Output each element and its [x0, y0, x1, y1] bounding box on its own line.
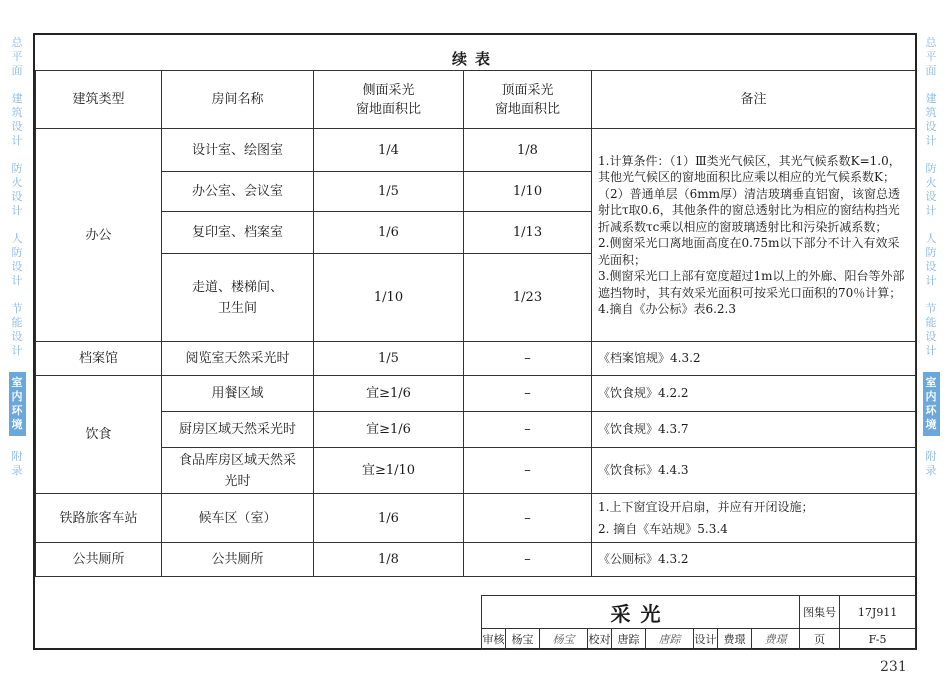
side-ratio-cell: 1/4 — [314, 129, 464, 172]
note-cell: 《饮食标》4.4.3 — [592, 448, 916, 494]
side-ratio-cell: 1/6 — [314, 494, 464, 543]
daylighting-table — [35, 70, 916, 577]
top-ratio-cell: – — [464, 543, 592, 577]
nav-char: 面 — [11, 64, 23, 77]
nav-char: 平 — [925, 50, 937, 63]
review-label: 审核 — [482, 629, 506, 650]
top-ratio-cell: – — [464, 494, 592, 543]
check-label: 校对 — [588, 629, 612, 650]
note-cell: 《档案馆规》4.3.2 — [592, 342, 916, 376]
type-cell: 档案馆 — [36, 342, 162, 376]
note-cell: 《饮食规》4.2.2 — [592, 376, 916, 412]
nav-char: 总 — [925, 36, 937, 49]
top-ratio-cell: – — [464, 448, 592, 494]
nav-char: 平 — [11, 50, 23, 63]
note-cell: 《饮食规》4.3.7 — [592, 412, 916, 448]
checker-name: 唐踪 — [612, 629, 646, 650]
table-row — [36, 376, 916, 412]
side-ratio-cell: 1/10 — [314, 254, 464, 342]
top-ratio-cell: – — [464, 342, 592, 376]
table-row — [36, 129, 916, 172]
left-nav-section[interactable] — [12, 36, 23, 78]
nav-char: 设 — [11, 190, 23, 203]
office-type-cell: 办公 — [36, 129, 162, 342]
nav-char: 设 — [11, 260, 23, 273]
nav-char: 附 — [11, 450, 23, 463]
header-building-type: 建筑类型 — [36, 71, 162, 129]
left-nav-section[interactable] — [12, 92, 23, 148]
nav-char: 面 — [925, 64, 937, 77]
room-cell: 公共厕所 — [162, 543, 314, 577]
nav-char: 防 — [11, 162, 23, 175]
reviewer-name: 杨宝 — [506, 629, 540, 650]
nav-char: 建 — [11, 92, 23, 105]
title-block — [481, 595, 916, 650]
top-ratio-cell: – — [464, 412, 592, 448]
top-ratio-cell: – — [464, 376, 592, 412]
nav-char: 节 — [11, 302, 23, 315]
nav-char: 建 — [925, 92, 937, 105]
left-side-nav — [6, 36, 28, 492]
left-nav-section[interactable] — [12, 302, 23, 358]
nav-char: 内 — [11, 390, 23, 403]
side-ratio-cell: 1/6 — [314, 212, 464, 254]
nav-char: 计 — [11, 344, 23, 357]
note-item: 2.侧窗采光口离地面高度在0.75m以下部分不计入有效采光面积； — [598, 236, 900, 267]
page-label: 页 — [800, 629, 840, 650]
nav-char: 室 — [925, 376, 937, 389]
reviewer-signature: 杨宝 — [540, 629, 588, 650]
type-cell: 铁路旅客车站 — [36, 494, 162, 543]
nav-char: 能 — [925, 316, 937, 329]
room-cell: 厨房区域天然采光时 — [162, 412, 314, 448]
note-item: 2. 摘自《车站规》5.3.4 — [598, 522, 728, 536]
nav-char: 能 — [11, 316, 23, 329]
side-ratio-cell: 宜≥1/6 — [314, 376, 464, 412]
nav-char: 火 — [11, 176, 23, 189]
table-header-row — [36, 71, 916, 129]
nav-char: 境 — [11, 418, 23, 431]
room-cell: 阅览室天然采光时 — [162, 342, 314, 376]
nav-char: 计 — [11, 274, 23, 287]
nav-char: 防 — [925, 162, 937, 175]
room-cell: 候车区（室） — [162, 494, 314, 543]
nav-char: 设 — [925, 120, 937, 133]
header-room-name: 房间名称 — [162, 71, 314, 129]
room-cell: 走道、楼梯间、 卫生间 — [162, 254, 314, 342]
nav-char: 防 — [11, 246, 23, 259]
header-side-lighting: 侧面采光 窗地面积比 — [314, 71, 464, 129]
table-row — [36, 543, 916, 577]
side-ratio-cell: 1/8 — [314, 543, 464, 577]
nav-char: 设 — [11, 330, 23, 343]
side-ratio-cell: 宜≥1/10 — [314, 448, 464, 494]
table-row — [36, 448, 916, 494]
right-nav-section[interactable] — [926, 232, 937, 288]
note-item: 1.计算条件：（1）Ⅲ类光气候区，其光气候系数K=1.0，其他光气候区的窗地面积比应乘以相应的光气候系数K；（2）普通单层（6mm厚）清洁玻璃垂直铝窗，该窗总透射比τ取0.6，其他条件的窗总透射比为相应的窗结构挡光折减系数τc乘以相应的窗玻璃透射比和污染折减系数； — [598, 153, 901, 234]
nav-char: 人 — [925, 232, 937, 245]
left-nav-section[interactable] — [12, 162, 23, 218]
header-notes: 备注 — [592, 71, 916, 129]
top-ratio-cell: 1/8 — [464, 129, 592, 172]
note-item: 4.摘自《办公标》表6.2.3 — [598, 302, 736, 316]
left-nav-section[interactable] — [9, 372, 26, 436]
nav-char: 设 — [11, 120, 23, 133]
table-row — [36, 412, 916, 448]
nav-char: 筑 — [11, 106, 23, 119]
side-ratio-cell: 宜≥1/6 — [314, 412, 464, 448]
nav-char: 计 — [11, 204, 23, 217]
left-nav-section[interactable] — [12, 450, 23, 478]
nav-char: 计 — [11, 134, 23, 147]
right-nav-section[interactable] — [926, 450, 937, 478]
side-ratio-cell: 1/5 — [314, 342, 464, 376]
checker-signature: 唐踪 — [646, 629, 694, 650]
drawing-title: 采光 — [482, 596, 800, 629]
design-label: 设计 — [694, 629, 718, 650]
nav-char: 设 — [925, 260, 937, 273]
atlas-no-label: 图集号 — [800, 596, 840, 629]
nav-char: 境 — [925, 418, 937, 431]
note-cell — [592, 494, 916, 543]
top-ratio-cell: 1/13 — [464, 212, 592, 254]
right-nav-section[interactable] — [926, 162, 937, 218]
nav-char: 设 — [925, 330, 937, 343]
nav-char: 计 — [925, 204, 937, 217]
right-nav-section[interactable] — [926, 302, 937, 358]
nav-char: 室 — [11, 376, 23, 389]
nav-char: 筑 — [925, 106, 937, 119]
table-title: 续表 — [451, 50, 498, 68]
nav-char: 计 — [925, 344, 937, 357]
designer-signature: 费璟 — [752, 629, 800, 650]
nav-char: 人 — [11, 232, 23, 245]
right-nav-section[interactable] — [923, 372, 940, 436]
right-side-nav — [920, 36, 942, 492]
side-ratio-cell: 1/5 — [314, 172, 464, 212]
note-cell: 《公厕标》4.3.2 — [592, 543, 916, 577]
nav-char: 设 — [925, 190, 937, 203]
top-ratio-cell: 1/23 — [464, 254, 592, 342]
nav-char: 附 — [925, 450, 937, 463]
nav-char: 内 — [925, 390, 937, 403]
note-item: 3.侧窗采光口上部有宽度超过1m以上的外廊、阳台等外部遮挡物时，其有效采光面积可按采光口面积的70％计算； — [598, 269, 905, 300]
nav-char: 总 — [11, 36, 23, 49]
type-cell: 公共厕所 — [36, 543, 162, 577]
top-ratio-cell: 1/10 — [464, 172, 592, 212]
page-code: F-5 — [840, 629, 916, 650]
left-nav-section[interactable] — [12, 232, 23, 288]
designer-name: 费璟 — [718, 629, 752, 650]
nav-char: 防 — [925, 246, 937, 259]
dining-type-cell: 饮食 — [36, 376, 162, 494]
atlas-no: 17J911 — [840, 596, 916, 629]
nav-char: 录 — [925, 464, 937, 477]
nav-char: 环 — [925, 404, 937, 417]
room-cell: 复印室、档案室 — [162, 212, 314, 254]
page-number: 231 — [880, 659, 907, 675]
note-item: 1.上下窗宜设开启扇，并应有开闭设施； — [598, 500, 814, 514]
office-notes-cell — [592, 129, 916, 342]
room-cell: 食品库房区域天然采 光时 — [162, 448, 314, 494]
nav-char: 录 — [11, 464, 23, 477]
nav-char: 计 — [925, 134, 937, 147]
room-cell: 设计室、绘图室 — [162, 129, 314, 172]
nav-char: 计 — [925, 274, 937, 287]
nav-char: 火 — [925, 176, 937, 189]
right-nav-section[interactable] — [926, 92, 937, 148]
nav-char: 节 — [925, 302, 937, 315]
room-cell: 办公室、会议室 — [162, 172, 314, 212]
table-row — [36, 494, 916, 543]
header-top-lighting: 顶面采光 窗地面积比 — [464, 71, 592, 129]
right-nav-section[interactable] — [926, 36, 937, 78]
room-cell: 用餐区域 — [162, 376, 314, 412]
nav-char: 环 — [11, 404, 23, 417]
table-row — [36, 342, 916, 376]
